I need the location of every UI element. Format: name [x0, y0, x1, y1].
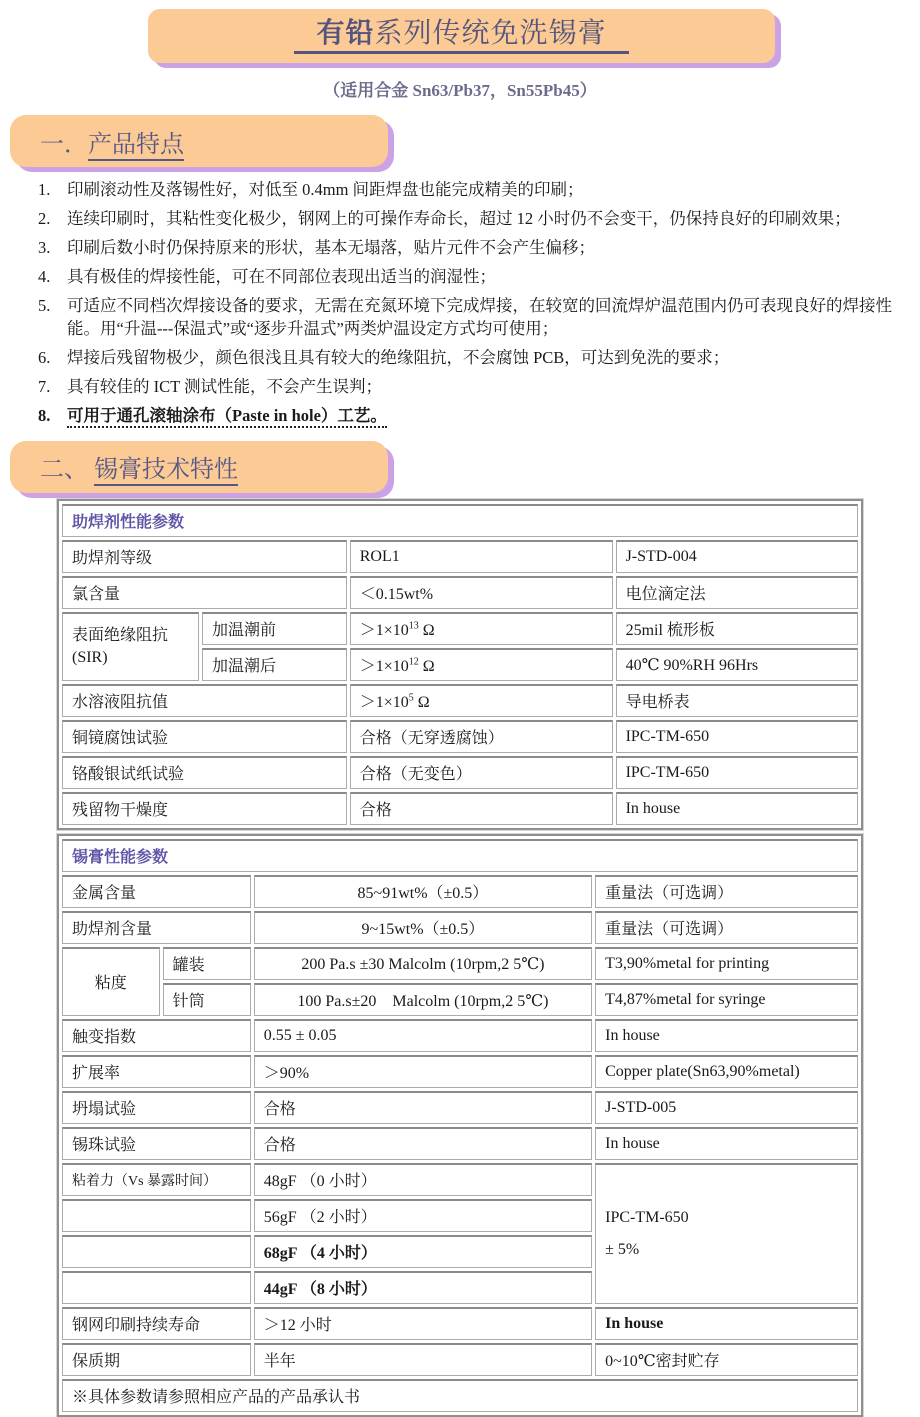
- section2-title: 锡膏技术特性: [94, 457, 238, 486]
- paste-header-row: [62, 839, 858, 872]
- cell-method: 25mil 梳形板: [616, 612, 858, 645]
- cell-method-tack: IPC-TM-650 ± 5%: [595, 1163, 858, 1304]
- section1-banner: [10, 115, 388, 167]
- cell-value: $>1\times 10^{12}$ Ω: [350, 648, 613, 681]
- cell-sublabel: 加温潮前: [202, 612, 347, 645]
- cell-label: 残留物干燥度: [62, 792, 347, 825]
- cell-value: 合格: [254, 1127, 592, 1160]
- footnote-row: [62, 1379, 858, 1412]
- cell-value: $>1\times 10^{13}$ Ω: [350, 612, 613, 645]
- cell-label: 水溶液阻抗值: [62, 684, 347, 717]
- cell-method: 重量法（可选调）: [595, 875, 858, 908]
- cell-value: 半年: [254, 1343, 592, 1376]
- flux-header-row: [62, 504, 858, 537]
- table-row: [62, 684, 858, 717]
- cell-value: 200 Pa.s ±30 Malcolm (10rpm,2 5℃): [254, 947, 592, 980]
- table-row: [62, 1307, 858, 1340]
- cell-method: 导电桥表: [616, 684, 858, 717]
- cell-method: IPC-TM-650: [616, 720, 858, 753]
- feature-list: [38, 179, 904, 427]
- feature-item-2: 2. 连续印刷时，其粘性变化极少，钢网上的可操作寿命长，超过 12 小时仍不会变干，仍保持良好的印刷效果；: [38, 209, 851, 229]
- cell-label-empty: [62, 1199, 251, 1232]
- table-row: [62, 576, 858, 609]
- table-row: [62, 875, 858, 908]
- table-footnote: ※具体参数请参照相应产品的产品承认书: [62, 1379, 858, 1412]
- table-row: [62, 1127, 858, 1160]
- cell-sublabel: 罐装: [163, 947, 251, 980]
- cell-label: 氯含量: [62, 576, 347, 609]
- cell-sublabel: 针筒: [163, 983, 251, 1016]
- cell-value: 44gF （8 小时）: [254, 1271, 592, 1304]
- cell-value: ＞12 小时: [254, 1307, 592, 1340]
- cell-method: Copper plate(Sn63,90%metal): [595, 1055, 858, 1088]
- cell-value: 合格: [350, 792, 613, 825]
- cell-value: 56gF （2 小时）: [254, 1199, 592, 1232]
- cell-method: In house: [616, 792, 858, 825]
- cell-method: In house: [595, 1127, 858, 1160]
- title-bold-part: 有铅: [316, 17, 375, 49]
- title-banner: [148, 9, 775, 63]
- section2-banner: [10, 441, 388, 493]
- cell-label: 金属含量: [62, 875, 251, 908]
- feature-item-4: 4. 具有极佳的焊接性能，可在不同部位表现出适当的润湿性；: [38, 267, 496, 287]
- cell-label: 助焊剂等级: [62, 540, 347, 573]
- cell-value: 合格（无变色）: [350, 756, 613, 789]
- cell-method: In house: [595, 1307, 858, 1340]
- cell-label: 锡珠试验: [62, 1127, 251, 1160]
- table-row: [62, 947, 858, 980]
- cell-value: ＜0.15wt%: [350, 576, 613, 609]
- feature-item-7: 7. 具有较佳的 ICT 测试性能，不会产生误判；: [38, 376, 383, 396]
- cell-value: 68gF （4 小时）: [254, 1235, 592, 1268]
- cell-method: IPC-TM-650: [616, 756, 858, 789]
- table-row: [62, 1019, 858, 1052]
- section2-number: 二、: [40, 457, 88, 484]
- cell-value: ＞90%: [254, 1055, 592, 1088]
- cell-method: J-STD-004: [616, 540, 858, 573]
- cell-value: 9~15wt%（±0.5）: [254, 911, 592, 944]
- cell-value: $>1\times 10^5$ Ω: [350, 684, 613, 717]
- table-row: [62, 720, 858, 753]
- cell-method: In house: [595, 1019, 858, 1052]
- cell-label-sir: 表面绝缘阻抗 (SIR): [62, 612, 199, 681]
- cell-label: 坍塌试验: [62, 1091, 251, 1124]
- feature-item-6: 6. 焊接后残留物极少，颜色很浅且具有较大的绝缘阻抗，不会腐蚀 PCB，可达到免洗的要求；: [38, 347, 730, 367]
- cell-label: 铬酸银试纸试验: [62, 756, 347, 789]
- cell-label: 助焊剂含量: [62, 911, 251, 944]
- cell-label-tack: 粘着力（Vs 暴露时间）: [62, 1163, 251, 1196]
- paste-table: [57, 834, 863, 1417]
- feature-item-1: 1. 印刷滚动性及落锡性好，对低至 0.4mm 间距焊盘也能完成精美的印刷；: [38, 180, 584, 199]
- cell-value: 100 Pa.s±20 Malcolm (10rpm,2 5℃): [254, 983, 592, 1016]
- feature-item-5: 5. 可适应不同档次焊接设备的要求，无需在充氮环境下完成焊接，在较宽的回流焊炉温范围内仍可表现良好的焊接性能。用“升温---保温式”或“逐步升温式”两类炉温设定方式均可使用；: [38, 296, 892, 338]
- cell-sublabel: 加温潮后: [202, 648, 347, 681]
- title-rest-part: 系列传统免洗锡膏: [374, 17, 607, 49]
- table-row: [62, 612, 858, 645]
- cell-method: 40℃ 90%RH 96Hrs: [616, 648, 858, 681]
- cell-value: 48gF （0 小时）: [254, 1163, 592, 1196]
- cell-label: 铜镜腐蚀试验: [62, 720, 347, 753]
- section1-title: 产品特点: [88, 132, 184, 161]
- cell-method: 重量法（可选调）: [595, 911, 858, 944]
- flux-table: [57, 499, 863, 830]
- table-row: [62, 983, 858, 1016]
- cell-label: 钢网印刷持续寿命: [62, 1307, 251, 1340]
- cell-label-empty: [62, 1235, 251, 1268]
- cell-value: ROL1: [350, 540, 613, 573]
- cell-method: T4,87%metal for syringe: [595, 983, 858, 1016]
- page-title: [294, 18, 628, 54]
- feature-item-8: 8. 可用于通孔滚轴涂布（Paste in hole）工艺。: [38, 405, 904, 427]
- cell-value: 合格: [254, 1091, 592, 1124]
- cell-label: 扩展率: [62, 1055, 251, 1088]
- cell-method: 0~10℃密封贮存: [595, 1343, 858, 1376]
- cell-label-empty: [62, 1271, 251, 1304]
- cell-value: 85~91wt%（±0.5）: [254, 875, 592, 908]
- feature-item-3: 3. 印刷后数小时仍保持原来的形状，基本无塌落，贴片元件不会产生偏移；: [38, 238, 595, 258]
- cell-method: 电位滴定法: [616, 576, 858, 609]
- section2-heading: [40, 449, 238, 484]
- section1-number: 一．: [40, 131, 88, 158]
- subtitle: （适用合金 Sn63/Pb37，Sn55Pb45）: [323, 81, 597, 100]
- table-row: [62, 1091, 858, 1124]
- cell-method: T3,90%metal for printing: [595, 947, 858, 980]
- table-row: [62, 1055, 858, 1088]
- table-row: [62, 1343, 858, 1376]
- table-row: [62, 792, 858, 825]
- flux-table-title: 助焊剂性能参数: [62, 504, 858, 537]
- section1-heading: [40, 124, 184, 159]
- table-row: [62, 540, 858, 573]
- cell-method: J-STD-005: [595, 1091, 858, 1124]
- table-row: [62, 1163, 858, 1196]
- paste-table-title: 锡膏性能参数: [62, 839, 858, 872]
- cell-value: 合格（无穿透腐蚀）: [350, 720, 613, 753]
- table-row: [62, 756, 858, 789]
- cell-label: 触变指数: [62, 1019, 251, 1052]
- cell-label: 保质期: [62, 1343, 251, 1376]
- cell-label-viscosity: 粘度: [62, 947, 160, 1016]
- cell-value: 0.55 ± 0.05: [254, 1019, 592, 1052]
- table-row: [62, 911, 858, 944]
